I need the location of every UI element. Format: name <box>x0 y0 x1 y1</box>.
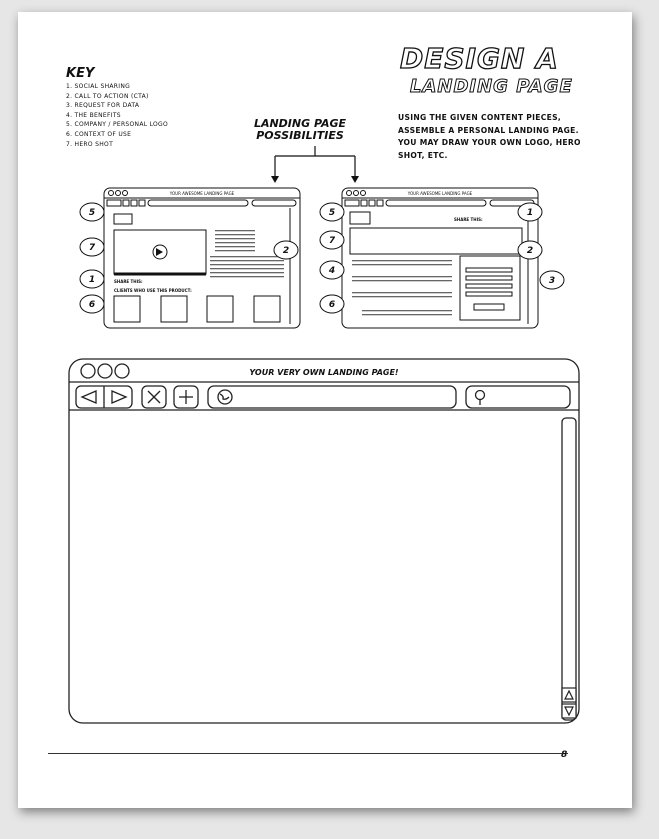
window-control-circle[interactable] <box>115 364 129 378</box>
callout-number: 3 <box>548 276 556 286</box>
callout-number: 5 <box>88 208 96 218</box>
example-left-share-label: SHARE THIS: <box>114 279 143 284</box>
callout-number: 6 <box>88 300 96 310</box>
callout-number: 2 <box>282 246 290 256</box>
callout-number: 5 <box>328 208 336 218</box>
possibilities-title-line2: POSSIBILITIES <box>256 129 344 142</box>
callout-number: 4 <box>328 266 336 276</box>
key-item: 6. CONTEXT OF USE <box>66 130 132 138</box>
callout-number: 7 <box>88 243 96 253</box>
example-left-window-title: YOUR AWESOME LANDING PAGE <box>169 191 235 196</box>
key-item: 7. HERO SHOT <box>66 140 114 148</box>
window-control-circle[interactable] <box>98 364 112 378</box>
example-left-clients-label: CLIENTS WHO USE THIS PRODUCT: <box>114 288 192 293</box>
callout-number: 1 <box>526 208 534 218</box>
footer-rule <box>48 753 568 754</box>
possibilities-title <box>230 118 370 142</box>
key-item: 4. THE BENEFITS <box>66 111 121 119</box>
example-browser-right <box>318 186 568 332</box>
page-number: 8 <box>561 750 568 760</box>
window-control-circle[interactable] <box>81 364 95 378</box>
address-bar[interactable] <box>208 386 456 408</box>
key-item: 3. REQUEST FOR DATA <box>66 102 140 110</box>
callout-number: 2 <box>526 246 534 256</box>
window-controls[interactable] <box>81 364 129 378</box>
key-list <box>66 82 168 149</box>
callout-number: 6 <box>328 300 336 310</box>
example-right-share-label: SHARE THIS: <box>454 217 483 222</box>
example-right-window-title: YOUR AWESOME LANDING PAGE <box>407 191 473 196</box>
instructions-text: USING THE GIVEN CONTENT PIECES, ASSEMBLE A PERSONAL LANDING PAGE. YOU MAY DRAW YOUR OWN LOGO, HERO SHOT, ETC. <box>398 113 581 160</box>
possibilities-arrows <box>260 146 370 186</box>
main-browser-frame <box>68 358 582 726</box>
possibilities-title-line1: LANDING PAGE <box>253 117 347 130</box>
callout-number: 7 <box>328 236 336 246</box>
search-bar[interactable] <box>466 386 570 408</box>
page-title-line2: LANDING PAGE <box>410 76 573 97</box>
example-browser-left <box>78 186 304 332</box>
main-browser-title: YOUR VERY OWN LANDING PAGE! <box>249 368 399 377</box>
key-item: 5. COMPANY / PERSONAL LOGO <box>66 121 169 129</box>
key-item: 2. CALL TO ACTION (CTA) <box>66 92 149 100</box>
callout-number: 1 <box>88 275 96 285</box>
key-item: 1. SOCIAL SHARING <box>66 83 131 90</box>
page-title-line1: DESIGN A <box>400 42 559 75</box>
key-title: KEY <box>66 66 95 81</box>
